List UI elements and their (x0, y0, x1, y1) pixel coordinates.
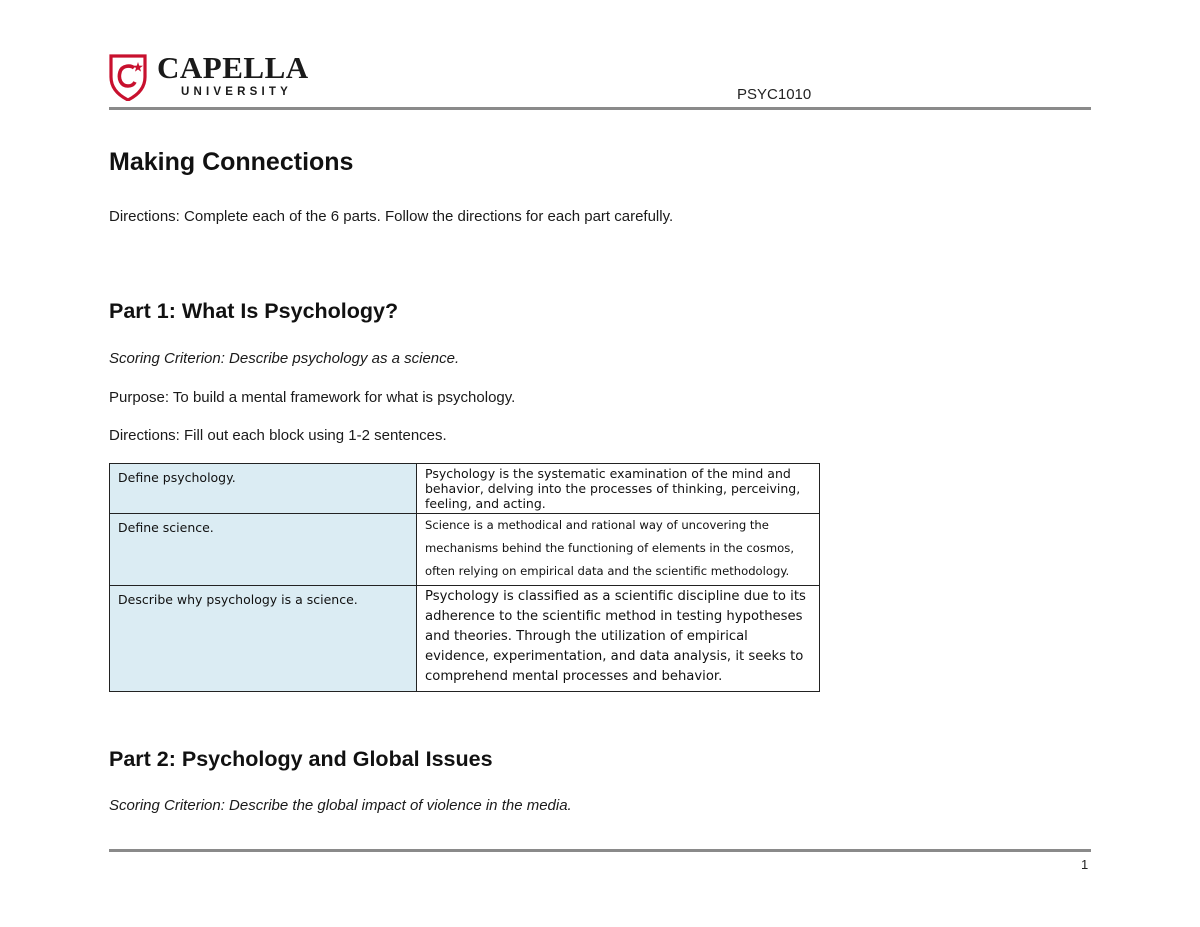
part2-heading: Part 2: Psychology and Global Issues (109, 747, 493, 771)
part1-heading: Part 1: What Is Psychology? (109, 299, 399, 323)
part1-purpose: Purpose: To build a mental framework for what is psychology. (109, 389, 516, 406)
logo-subtitle: UNIVERSITY (181, 86, 293, 98)
part1-criterion: Scoring Criterion: Describe psychology as a science. (109, 350, 460, 367)
part2-criterion: Scoring Criterion: Describe the global impact of violence in the media. (109, 797, 572, 814)
table-row (110, 586, 820, 692)
shield-logo-icon (108, 53, 148, 101)
logo-wordmark: CAPELLA (157, 50, 309, 85)
answer-cell[interactable]: Psychology is the systematic examination of the mind and behavior, delving into the processes of thinking, perceiving, feeling, and acting. (417, 464, 820, 514)
footer-divider (109, 849, 1091, 852)
answer-cell[interactable]: Psychology is classified as a scientific discipline due to its adherence to the scientific method in testing hypotheses and theories. Through the utilization of empirical evidence, experimentation, and data analysis, it seeks to comprehend mental processes and behavior. (417, 586, 820, 692)
course-code: PSYC1010 (737, 86, 812, 103)
question-cell: Describe why psychology is a science. (110, 586, 417, 692)
capella-logo (108, 50, 338, 103)
question-cell: Define science. (110, 514, 417, 586)
header-divider (109, 107, 1091, 110)
part1-directions: Directions: Fill out each block using 1-2 sentences. (109, 427, 447, 444)
document-directions: Directions: Complete each of the 6 parts. Follow the directions for each part carefully. (109, 208, 674, 225)
page-number: 1 (1081, 857, 1089, 872)
question-cell: Define psychology. (110, 464, 417, 514)
table-row (110, 464, 820, 514)
table-row (110, 514, 820, 586)
answer-cell[interactable]: Science is a methodical and rational way of uncovering the mechanisms behind the functioning of elements in the cosmos, often relying on empirical data and the scientific methodology. (417, 514, 820, 586)
page-title: Making Connections (109, 148, 354, 176)
part1-table (109, 463, 820, 692)
